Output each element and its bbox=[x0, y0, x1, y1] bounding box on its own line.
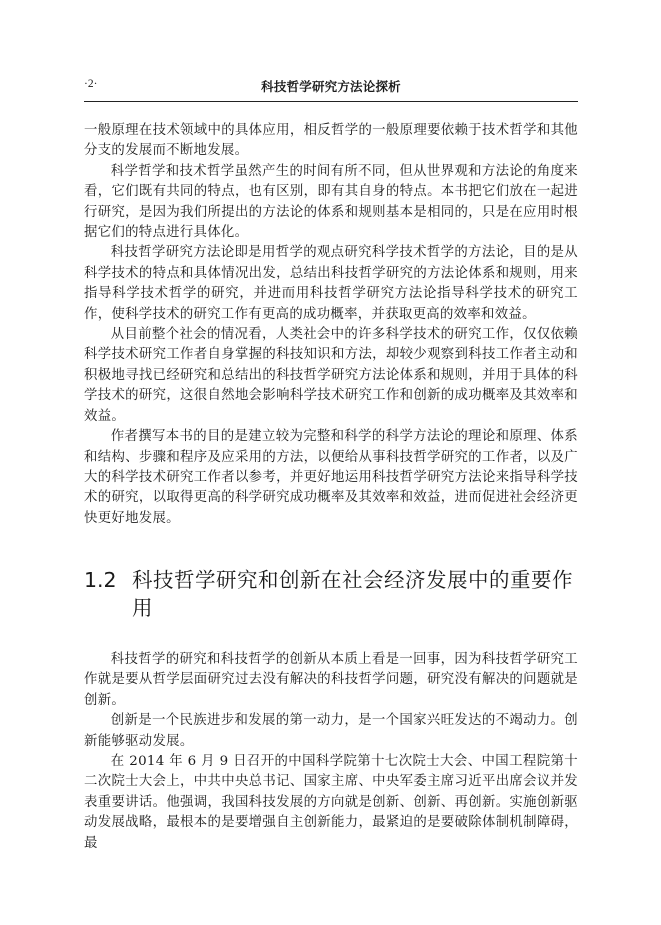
running-title: 科技哲学研究方法论探析 bbox=[261, 79, 401, 94]
paragraph: 在 2014 年 6 月 9 日召开的中国科学院第十七次院士大会、中国工程院第十二次院士大会上，中共中央总书记、国家主席、中央军委主席习近平出席会议并发表重要讲话。他强调，我国科技发展的方向就是创新、创新、再创新。实施创新驱动发展战略，最根本的是要增强自主创新能力，最紧迫的是要破除体制机制障碍，最 bbox=[84, 754, 578, 851]
paragraph: 科技哲学的研究和科技哲学的创新从本质上看是一回事，因为科技哲学研究工作就是要从哲学层面研究过去没有解决的科技哲学问题，研究没有解决的问题就是创新。 bbox=[84, 652, 578, 708]
paragraph: 一般原理在技术领域中的具体应用，相反哲学的一般原理要依赖于技术哲学和其他分支的发展而不断地发展。 bbox=[84, 123, 578, 159]
paragraph: 从目前整个社会的情况看，人类社会中的许多科学技术的研究工作，仅仅依赖科学技术研究工作者自身掌握的科技知识和方法，却较少观察到科技工作者主动和积极地寻找已经研究和总结出的科技哲学研究方法论体系和规则，并用于具体的科学技术的研究，这很自然地会影响科学技术研究工作和创新的成功概率及其效率和效益。 bbox=[84, 327, 578, 424]
paragraph: 科技哲学研究方法论即是用哲学的观点研究科学技术哲学的方法论，目的是从科学技术的特点和具体情况出发，总结出科技哲学研究的方法论体系和规则，用来指导科学技术哲学的研究，并进而用科技哲学研究方法论指导科学技术的研究工作，使科学技术的研究工作有更高的成功概率，并获取更高的效率和效益。 bbox=[84, 245, 578, 322]
paragraph: 科学哲学和技术哲学虽然产生的时间有所不同，但从世界观和方法论的角度来看，它们既有共同的特点，也有区别，即有其自身的特点。本书把它们放在一起进行研究，是因为我们所提出的方法论的体系和规则基本是相同的，只是在应用时根据它们的特点进行具体化。 bbox=[84, 163, 578, 241]
header-rule bbox=[84, 101, 578, 102]
page-number: ·2· bbox=[84, 78, 98, 90]
body-text-top bbox=[84, 121, 578, 529]
body-text-bottom bbox=[84, 650, 578, 854]
paragraph: 作者撰写本书的目的是建立较为完整和科学的科学方法论的理论和原理、体系和结构、步骤和程序及应采用的方法，以便给从事科技哲学研究的工作者，以及广大的科学技术研究工作者以参考，并更好地运用科技哲学研究方法论来指导科学技术的研究，以取得更高的科学研究成功概率及其效率和效益，进而促进社会经济更快更好地发展。 bbox=[84, 429, 578, 526]
section-title: 科技哲学研究和创新在社会经济发展中的重要作用 bbox=[132, 568, 573, 620]
section-number: 1.2 bbox=[84, 568, 117, 592]
page-header bbox=[84, 76, 578, 98]
paragraph: 创新是一个民族进步和发展的第一动力，是一个国家兴旺发达的不竭动力。创新能够驱动发展。 bbox=[84, 713, 578, 749]
section-heading bbox=[84, 566, 578, 622]
